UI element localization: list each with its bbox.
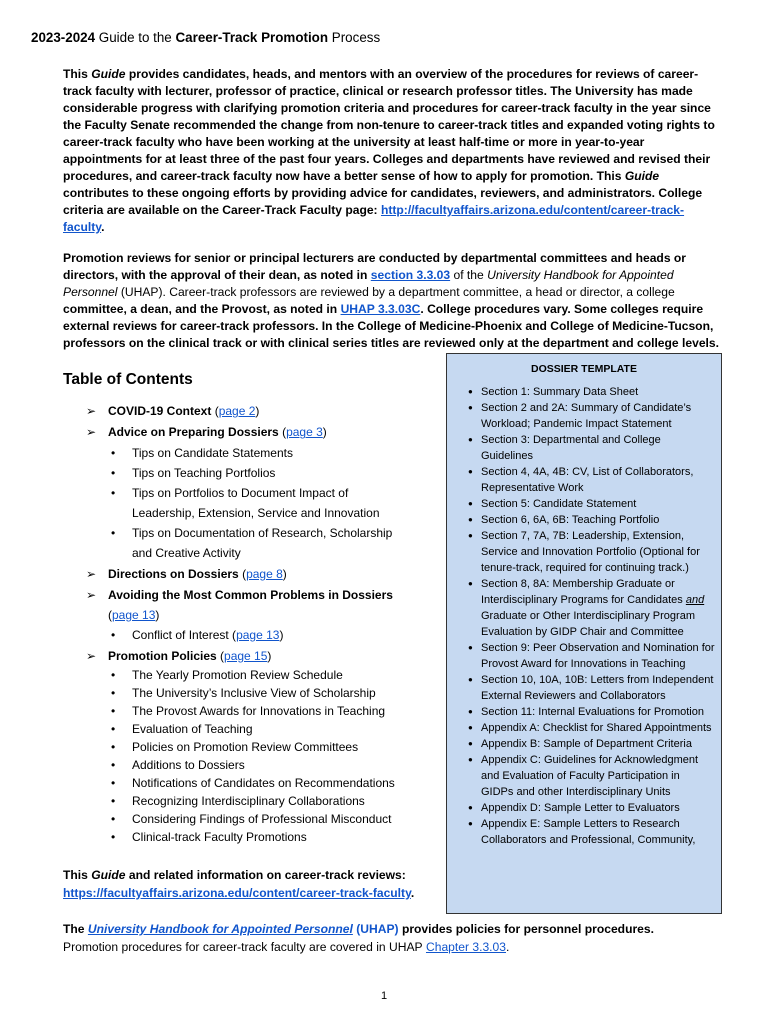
toc-item-covid: ➢ COVID-19 Context (page 2) bbox=[86, 402, 446, 421]
toc-subitem bbox=[108, 483, 446, 523]
reviews-line: committee, a dean, and the Provost, as noted in bbox=[63, 302, 338, 316]
arrow-bullet-icon: ➢ bbox=[86, 404, 97, 418]
career-track-link[interactable]: http://facultyaffairs.arizona.edu/content/career-track- bbox=[380, 203, 685, 217]
dossier-item: ● Section 1: Summary Data Sheet bbox=[471, 384, 715, 400]
toc-page-link[interactable]: page 13 bbox=[112, 607, 156, 622]
uhap-title: University Handbook for Appointed bbox=[487, 268, 674, 282]
intro-line: criteria are available on the Career-Track Faculty page: bbox=[63, 203, 378, 217]
dossier-item-and: and bbox=[685, 594, 705, 606]
intro-line: contributes to these ongoing efforts by providing advice for candidates, reviewers, and administrators. College bbox=[63, 186, 703, 200]
dossier-item bbox=[471, 576, 715, 640]
uhap-text: Promotion procedures for career-track faculty are covered in UHAP bbox=[63, 940, 423, 954]
table-of-contents bbox=[86, 400, 446, 846]
intro-line: procedures, and career-track faculty now have a better sense of how to apply for promotion. This bbox=[63, 169, 622, 183]
arrow-bullet-icon: ➢ bbox=[86, 566, 97, 581]
arrow-bullet-icon: ➢ bbox=[86, 425, 97, 440]
reviews-line: external reviews for career-track professors. In the College of Medicine-Phoenix and College of Medicine-Tucson, bbox=[63, 319, 714, 333]
intro-period: . bbox=[101, 220, 105, 234]
page-number: 1 bbox=[380, 990, 388, 1002]
uhap-title: Personnel bbox=[63, 285, 118, 299]
reviews-line: directors, with the approval of their dean, as noted in bbox=[63, 268, 368, 282]
toc-subitem: • Additions to Dossiers bbox=[108, 756, 446, 774]
reviews-line: professors on the clinical track or with clinical series titles are reviewed only at the department and college levels. bbox=[63, 336, 719, 350]
toc-subitem-text: Tips on Documentation of Research, Scholarship bbox=[132, 525, 393, 540]
intro-line: considerable progress with clarifying promotion criteria and procedures for career-track faculty in the year since bbox=[63, 101, 711, 115]
intro-text: provides candidates, heads, and mentors with an overview of the procedures for reviews of career- bbox=[128, 67, 699, 81]
toc-heading: Table of Contents bbox=[63, 371, 193, 388]
toc-page-link[interactable]: page 15 bbox=[224, 649, 268, 664]
dossier-item: ● Appendix D: Sample Letter to Evaluators bbox=[471, 800, 715, 816]
toc-sublist bbox=[108, 443, 446, 563]
toc-label: Avoiding the Most Common Problems in Dossiers bbox=[108, 588, 393, 603]
toc-subitem: • Conflict of Interest (page 13) bbox=[108, 625, 446, 645]
toc-subitem bbox=[108, 523, 446, 563]
intro-line: appointments for at least three of the past four years. Colleges and departments have reviewed and revised their bbox=[63, 152, 711, 166]
career-track-faculty-link[interactable]: https://facultyaffairs.arizona.edu/content/career-track-faculty bbox=[63, 886, 411, 900]
dossier-heading: DOSSIER TEMPLATE bbox=[531, 363, 637, 375]
toc-subitem: • The Yearly Promotion Review Schedule bbox=[108, 666, 446, 684]
career-track-link-cont[interactable]: faculty bbox=[63, 220, 102, 234]
toc-label: COVID-19 Context bbox=[108, 404, 212, 418]
toc-sublist bbox=[108, 625, 446, 645]
toc-page-link[interactable]: page 3 bbox=[286, 425, 323, 440]
dossier-item: ● Section 6, 6A, 6B: Teaching Portfolio bbox=[471, 512, 715, 528]
toc-subitem: • Policies on Promotion Review Committees bbox=[108, 738, 446, 756]
title-bold: Career-Track Promotion bbox=[175, 30, 329, 45]
toc-subitem-text: and Creative Activity bbox=[132, 545, 241, 560]
intro-line: the Faculty Senate recommended the change from non-tenure to career-track titles and expanded voting rights to bbox=[63, 118, 715, 132]
toc-label: Directions on Dossiers bbox=[108, 566, 239, 581]
toc-subitem: • Clinical-track Faculty Promotions bbox=[108, 828, 446, 846]
intro-paragraph bbox=[63, 66, 715, 236]
arrow-bullet-icon: ➢ bbox=[86, 649, 97, 664]
uhap-text: The bbox=[63, 922, 85, 936]
toc-subitem: • The Provost Awards for Innovations in Teaching bbox=[108, 702, 446, 720]
uhap-chapter-link[interactable]: Chapter 3.3.03 bbox=[425, 940, 506, 954]
toc-sublist bbox=[108, 666, 446, 846]
toc-item-advice: ➢ Advice on Preparing Dossiers (page 3) • Tips on Candidate Statements • Tips on Teaching Portfolios • Tips on Portfolios to Document Impact of Leadership, Extension, Service and Innovation • Tips on Documentation of Research, Scholarship and Creative Activity bbox=[86, 423, 446, 562]
toc-subitem-text: Leadership, Extension, Service and Innovation bbox=[132, 505, 380, 520]
toc-subitem: • Considering Findings of Professional Misconduct bbox=[108, 810, 446, 828]
footer-guide: Guide bbox=[91, 868, 126, 882]
intro-line: track faculty with lecturer, professor of practice, clinical or research professor titles. The University has made bbox=[63, 84, 693, 98]
reviews-line: Promotion reviews for senior or principal lecturers are conducted by departmental committees and heads or bbox=[63, 251, 686, 265]
toc-subitem: • Notifications of Candidates on Recommendations bbox=[108, 774, 446, 792]
uhap-text: provides policies for personnel procedures. bbox=[401, 922, 654, 936]
dossier-item: ● Section 11: Internal Evaluations for Promotion bbox=[471, 704, 715, 720]
dossier-item: ● Section 9: Peer Observation and Nomination for Provost Award for Innovations in Teaching bbox=[471, 640, 715, 672]
reviews-line: of the bbox=[453, 268, 484, 282]
toc-item-avoiding: ➢ Avoiding the Most Common Problems in Dossiers (page 13) • Conflict of Interest (page 13) bbox=[86, 586, 446, 645]
dossier-item: ● Appendix C: Guidelines for Acknowledgment and Evaluation of Faculty Participation in GIDPs and other Interdisciplinary Units bbox=[471, 752, 715, 800]
footer-text: and related information on career-track reviews: bbox=[128, 868, 406, 882]
intro-guide: Guide bbox=[624, 169, 660, 183]
toc-subitem: • Tips on Teaching Portfolios bbox=[108, 463, 446, 483]
dossier-item: ● Section 7, 7A, 7B: Leadership, Extension, Service and Innovation Portfolio (Optional for tenure-track, required for continuing track.) bbox=[471, 528, 715, 576]
dossier-item: ● Section 10, 10A, 10B: Letters from Independent External Reviewers and Collaborators bbox=[471, 672, 715, 704]
section-3-3-03-link[interactable]: section 3.3.03 bbox=[370, 268, 451, 282]
toc-page-link[interactable]: page 8 bbox=[246, 566, 283, 581]
uhap-link[interactable]: University Handbook for Appointed Personnel bbox=[87, 922, 353, 936]
toc-page-link[interactable]: page 13 bbox=[236, 628, 280, 643]
toc-subitem: • Recognizing Interdisciplinary Collaborations bbox=[108, 792, 446, 810]
reviews-line: . College procedures vary. Some colleges require bbox=[420, 302, 704, 316]
dossier-item: ● Section 2 and 2A: Summary of Candidate’s Workload; Pandemic Impact Statement bbox=[471, 400, 715, 432]
dossier-item: ● Section 5: Candidate Statement bbox=[471, 496, 715, 512]
title-post: Process bbox=[331, 30, 381, 45]
dossier-template-box bbox=[446, 353, 722, 914]
toc-subitem: • Evaluation of Teaching bbox=[108, 720, 446, 738]
intro-text: This bbox=[63, 67, 88, 81]
toc-item-directions: ➢ Directions on Dossiers (page 8) bbox=[86, 565, 446, 584]
dossier-item: ● Appendix B: Sample of Department Criteria bbox=[471, 736, 715, 752]
toc-subitem-text: Conflict of Interest bbox=[132, 628, 229, 643]
uhap-paragraph bbox=[63, 920, 743, 956]
footer-text: This bbox=[63, 868, 88, 882]
toc-page-link[interactable]: page 2 bbox=[218, 404, 256, 418]
arrow-bullet-icon: ➢ bbox=[86, 588, 97, 603]
intro-line: career-track faculty who have been working at the university at least half-time or more in year-to-year bbox=[63, 135, 645, 149]
dossier-item-text: Section 8, 8A: Membership Graduate or Interdisciplinary Programs for Candidates bbox=[481, 578, 683, 606]
reviews-line: (UHAP). Career-track professors are reviewed by a department committee, a head or director, a college bbox=[120, 285, 675, 299]
title-year: 2023-2024 bbox=[31, 30, 96, 45]
toc-item-policies: ➢ Promotion Policies (page 15) • The Yearly Promotion Review Schedule • The University’s Inclusive View of Scholarship • The Provost Awards for Innovations in Teaching • Evaluation of Teaching • Policies on Promotion Review Committees • Additions to Dossiers • Notifications of Candidates on Recommendations • Recognizing Interdisciplinary Collaborations • Considering Findings of Professional Misconduct • Clinical-track Faculty Promotions bbox=[86, 647, 446, 846]
dossier-item: ● Appendix A: Checklist for Shared Appointments bbox=[471, 720, 715, 736]
toc-label: Advice on Preparing Dossiers bbox=[108, 425, 279, 440]
dossier-item: ● Section 4, 4A, 4B: CV, List of Collaborators, Representative Work bbox=[471, 464, 715, 496]
toc-label: Promotion Policies bbox=[108, 649, 217, 664]
toc-subitem: • The University’s Inclusive View of Scholarship bbox=[108, 684, 446, 702]
toc-subitem-text: Tips on Portfolios to Document Impact of bbox=[132, 485, 349, 500]
page-title bbox=[31, 30, 380, 45]
footer-period: . bbox=[410, 886, 415, 900]
uhap-period: . bbox=[506, 940, 510, 954]
dossier-item-text: Graduate or Other Interdisciplinary Program Evaluation by GIDP Chair and Committee bbox=[481, 610, 695, 638]
title-pre: Guide to the bbox=[98, 30, 172, 45]
dossier-item: ● Appendix E: Sample Letters to Research Collaborators and Professional, Community, bbox=[471, 816, 715, 848]
uhap-3-3-03c-link[interactable]: UHAP 3.3.03C bbox=[340, 302, 421, 316]
toc-subitem: • Tips on Candidate Statements bbox=[108, 443, 446, 463]
dossier-item: ● Section 3: Departmental and College Guidelines bbox=[471, 432, 715, 464]
reviews-paragraph bbox=[63, 250, 719, 352]
uhap-abbr: (UHAP) bbox=[356, 922, 399, 936]
dossier-list bbox=[447, 384, 721, 848]
intro-guide: Guide bbox=[91, 67, 126, 81]
guide-links-paragraph bbox=[63, 866, 443, 902]
